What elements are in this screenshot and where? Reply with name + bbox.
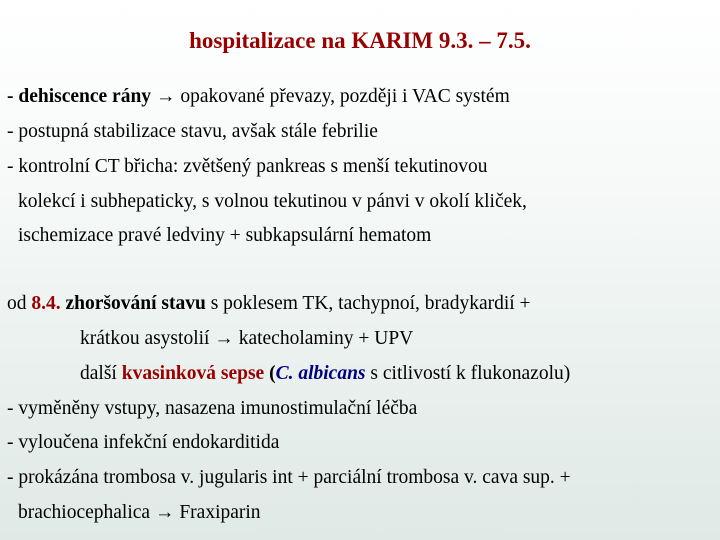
sepsis-highlight: kvasinková sepse [121,363,265,384]
line-thrombosis: - prokázána trombosa v. jugularis int + parciální trombosa v. cava sup. + [7,467,571,488]
dehiscence-label: - dehiscence rány [7,86,152,107]
line-stabilization: - postupná stabilizace stavu, avšak stále febrilie [7,121,378,142]
line-dehiscence [7,85,510,109]
line-sepsis [80,362,570,386]
deterioration-bold: zhoršování stavu [65,293,206,314]
line-endocarditis: - vyloučena infekční endokarditida [7,432,280,453]
sepsis-prefix: další [80,363,122,384]
line-ct-cont-1: kolekcí i subhepaticky, s volnou tekutinou v pánvi v okolí kliček, [18,191,527,212]
sepsis-paren: ( [264,363,276,384]
slide-title: hospitalizace na KARIM 9.3. – 7.5. [189,28,531,53]
line-access: - vyměněny vstupy, nasazena imunostimulační léčba [7,398,418,419]
deterioration-date: 8.4. [31,293,61,314]
sepsis-species: C. albicans [275,363,366,384]
sepsis-text: s citlivostí k flukonazolu) [365,363,571,384]
line-ct: - kontrolní CT břicha: zvětšený pankreas s menší tekutinovou [7,156,488,177]
line-asystole: krátkou asystolií → katecholaminy + UPV [80,328,414,349]
line-thrombosis-cont: brachiocephalica → Fraxiparin [18,502,261,523]
dehiscence-text: → opakované převazy, později i VAC systém [151,86,510,107]
line-deterioration [7,292,531,316]
deterioration-text: s poklesem TK, tachypnoí, bradykardií + [205,293,531,314]
deterioration-prefix: od [7,293,32,314]
line-ct-cont-2: ischemizace pravé ledviny + subkapsulární hematom [18,225,432,246]
